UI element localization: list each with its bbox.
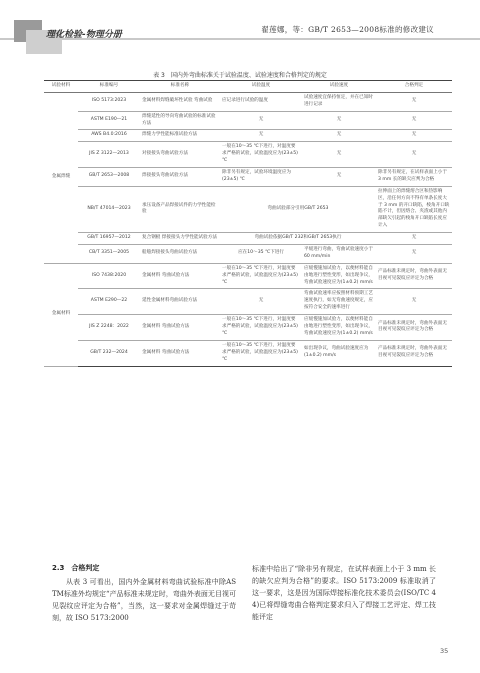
material-cell: 金属焊缝 bbox=[44, 92, 78, 263]
standard-name: 焊缝延性的导向弯曲试验的标准试验方法 bbox=[140, 111, 220, 130]
material-cell: 金属材料 bbox=[44, 263, 78, 366]
acceptance: 产品标准未规定时，弯曲外表面无目视可见裂纹应评定为合格 bbox=[376, 263, 452, 289]
standard-name: 承压设备产品焊接试件的力学性能检验 bbox=[140, 186, 220, 232]
col-header-temp: 试验温度 bbox=[220, 81, 302, 93]
table-row bbox=[44, 186, 452, 232]
table-row bbox=[44, 263, 452, 289]
standard-code: JIS Z 2248：2022 bbox=[78, 315, 140, 341]
acceptance: 无 bbox=[376, 233, 452, 245]
col-header-code: 标准编号 bbox=[78, 81, 140, 93]
table-row bbox=[44, 168, 452, 187]
acceptance: 产品标准未规定时，弯曲外表面无目视可见裂纹应评定为合格 bbox=[376, 315, 452, 341]
acceptance: 无 bbox=[376, 142, 452, 168]
standard-name: 焊缝力学性能标准试验方法 bbox=[140, 130, 220, 142]
table-row bbox=[44, 111, 452, 130]
table-row bbox=[44, 315, 452, 341]
test-temperature: 一般在10～35 ℃下进行，对温度要求严格的试验，试验温度应为(23±5) ℃ bbox=[220, 142, 302, 168]
test-speed: 无 bbox=[302, 168, 376, 187]
standard-code: ASTM E190—21 bbox=[78, 111, 140, 130]
test-temperature-speed: 弯曲试验部分引用GB/T 2653 bbox=[220, 186, 376, 232]
acceptance: 产品标准未规定时，弯曲外表面无目视可见裂纹应评定为合格 bbox=[376, 340, 452, 366]
test-temperature: 一般在10～35 ℃下进行，对温度要求严格的试验，试验温度应为(23±5) ℃ bbox=[220, 263, 302, 289]
standard-code: GB/T 16957—2012 bbox=[78, 233, 140, 245]
standard-name: 对接接头弯曲试验方法 bbox=[140, 142, 220, 168]
table-row bbox=[44, 142, 452, 168]
table-row bbox=[44, 233, 452, 245]
test-speed: 如出现争议，弯曲试验速度应为(1±0.2) mm/s bbox=[302, 340, 376, 366]
table-row bbox=[44, 289, 452, 315]
test-speed: 无 bbox=[302, 111, 376, 130]
standard-name: 延性金属材料弯曲试验方法 bbox=[140, 289, 220, 315]
test-temperature-speed: 弯曲试验依据GB/T 232和GB/T 2653执行 bbox=[220, 233, 376, 245]
standard-code: ISO 5173:2023 bbox=[78, 92, 140, 111]
table-row bbox=[44, 245, 452, 264]
table-caption: 表 3 国内外弯曲标准关于试验温度、试验速度和合格判定的规定 bbox=[153, 72, 327, 79]
test-speed: 应缓慢施加试验力，以便材料能自由地进行塑性变形，如出现争议，弯曲试验速度应为(1±0.2) mm/s bbox=[302, 315, 376, 341]
acceptance: 无 bbox=[376, 130, 452, 142]
test-speed: 平缓进行弯曲，弯曲试验速度小于 60 mm/min bbox=[302, 245, 376, 264]
standard-name: 焊接接头弯曲试验方法 bbox=[140, 168, 220, 187]
section-heading: 2.3 合格判定 bbox=[52, 564, 100, 572]
acceptance: 除非另有规定，在试样表面上小于 3 mm 长的缺欠应判为合格 bbox=[376, 168, 452, 187]
test-speed: 无 bbox=[302, 130, 376, 142]
acceptance: 拉伸面上的焊缝熔合区和热影响区，沿任何方向不得有单条长度大于 3 mm 的开口缺陷，棱角开口缺陷不计，但因熔合、夹渣或其他内部缺欠引起的棱角开口缺陷长度应计入 bbox=[376, 186, 452, 232]
standard-name: 船舶焊接接头弯曲试验方法 bbox=[140, 245, 220, 264]
test-temperature: 无 bbox=[220, 111, 302, 130]
test-temperature: 无 bbox=[220, 130, 302, 142]
standard-code: CB/T 3351—2005 bbox=[78, 245, 140, 264]
standard-name: 金属材料 弯曲试验方法 bbox=[140, 315, 220, 341]
standard-code: GB/T 232—2024 bbox=[78, 340, 140, 366]
test-temperature: 无 bbox=[220, 289, 302, 315]
standard-code: AWS B4.0:2016 bbox=[78, 130, 140, 142]
test-speed: 应缓慢施加试验力，以便材料能自由地进行塑性变形，如出现争议，弯曲试验速度应为(1±0.2) mm/s bbox=[302, 263, 376, 289]
standard-code: JIS Z 3122—2013 bbox=[78, 142, 140, 168]
page-header bbox=[0, 0, 480, 62]
page-number: 35 bbox=[440, 647, 449, 655]
standard-name: 金属材料焊缝破坏性试验 弯曲试验 bbox=[140, 92, 220, 111]
standard-code: ASTM E290—22 bbox=[78, 289, 140, 315]
test-temperature: 一般在10～35 ℃下进行，对温度要求严格的试验，试验温度应为(23±5) ℃ bbox=[220, 315, 302, 341]
standard-name: 金属材料 弯曲试验方法 bbox=[140, 340, 220, 366]
body-paragraph-left: 从表 3 可看出，国内外金属材料弯曲试验标准中除ASTM标准外均规定“产品标准未规定时，弯曲外表面无目视可见裂纹应评定为合格”，当然，这一要求对金属焊缝过于苛刻，故 ISO 5173:2000 bbox=[52, 578, 236, 622]
running-title: 翟莲娜，等：GB/T 2653—2008标准的修改建议 bbox=[261, 25, 434, 34]
test-temperature: 一般在10～35 ℃下进行，对温度要求严格的试验，试验温度应为(23±5) ℃ bbox=[220, 340, 302, 366]
test-temperature: 应记录进行试验的温度 bbox=[220, 92, 302, 111]
test-temperature: 除非另有规定，试验环境温度应为(23±5) ℃ bbox=[220, 168, 302, 187]
journal-name: 理化检验-物理分册 bbox=[46, 30, 122, 40]
standard-name: 金属材料 弯曲试验方法 bbox=[140, 263, 220, 289]
standard-code: ISO 7438:2020 bbox=[78, 263, 140, 289]
table-row bbox=[44, 92, 452, 111]
acceptance: 无 bbox=[376, 92, 452, 111]
test-speed: 试验速度宜保持恒定，并在已知时进行记录 bbox=[302, 92, 376, 111]
standard-name: 复合钢板 焊接接头力学性能试验方法 bbox=[140, 233, 220, 245]
acceptance: 无 bbox=[376, 245, 452, 264]
col-header-speed: 试验速度 bbox=[302, 81, 376, 93]
acceptance: 无 bbox=[376, 289, 452, 315]
test-speed: 弯曲试验速率应按照材料预期工艺速度执行，如无弯曲速度规定，应按符合安全的速率进行 bbox=[302, 289, 376, 315]
standards-table bbox=[44, 80, 452, 367]
col-header-name: 标准名称 bbox=[140, 81, 220, 93]
standard-code: NB/T 47014—2023 bbox=[78, 186, 140, 232]
test-temperature: 应在10～35 ℃下进行 bbox=[220, 245, 302, 264]
acceptance: 无 bbox=[376, 111, 452, 130]
table-row bbox=[44, 340, 452, 366]
table-row bbox=[44, 130, 452, 142]
col-header-judge: 合格判定 bbox=[376, 81, 452, 93]
body-paragraph-right: 标准中给出了“除非另有规定，在试样表面上小于 3 mm 长的缺欠应判为合格”的要求。ISO 5173:2009 标准取消了这一要求，这是因为国际焊接标准化技术委员会(ISO/TC 44)已将焊缝弯曲合格判定要求归入了焊接工艺评定、焊工技能评定 bbox=[252, 565, 436, 621]
col-header-material: 试验材料 bbox=[44, 81, 78, 93]
test-speed: 无 bbox=[302, 142, 376, 168]
standard-code: GB/T 2653—2008 bbox=[78, 168, 140, 187]
table-header-row bbox=[44, 81, 452, 93]
